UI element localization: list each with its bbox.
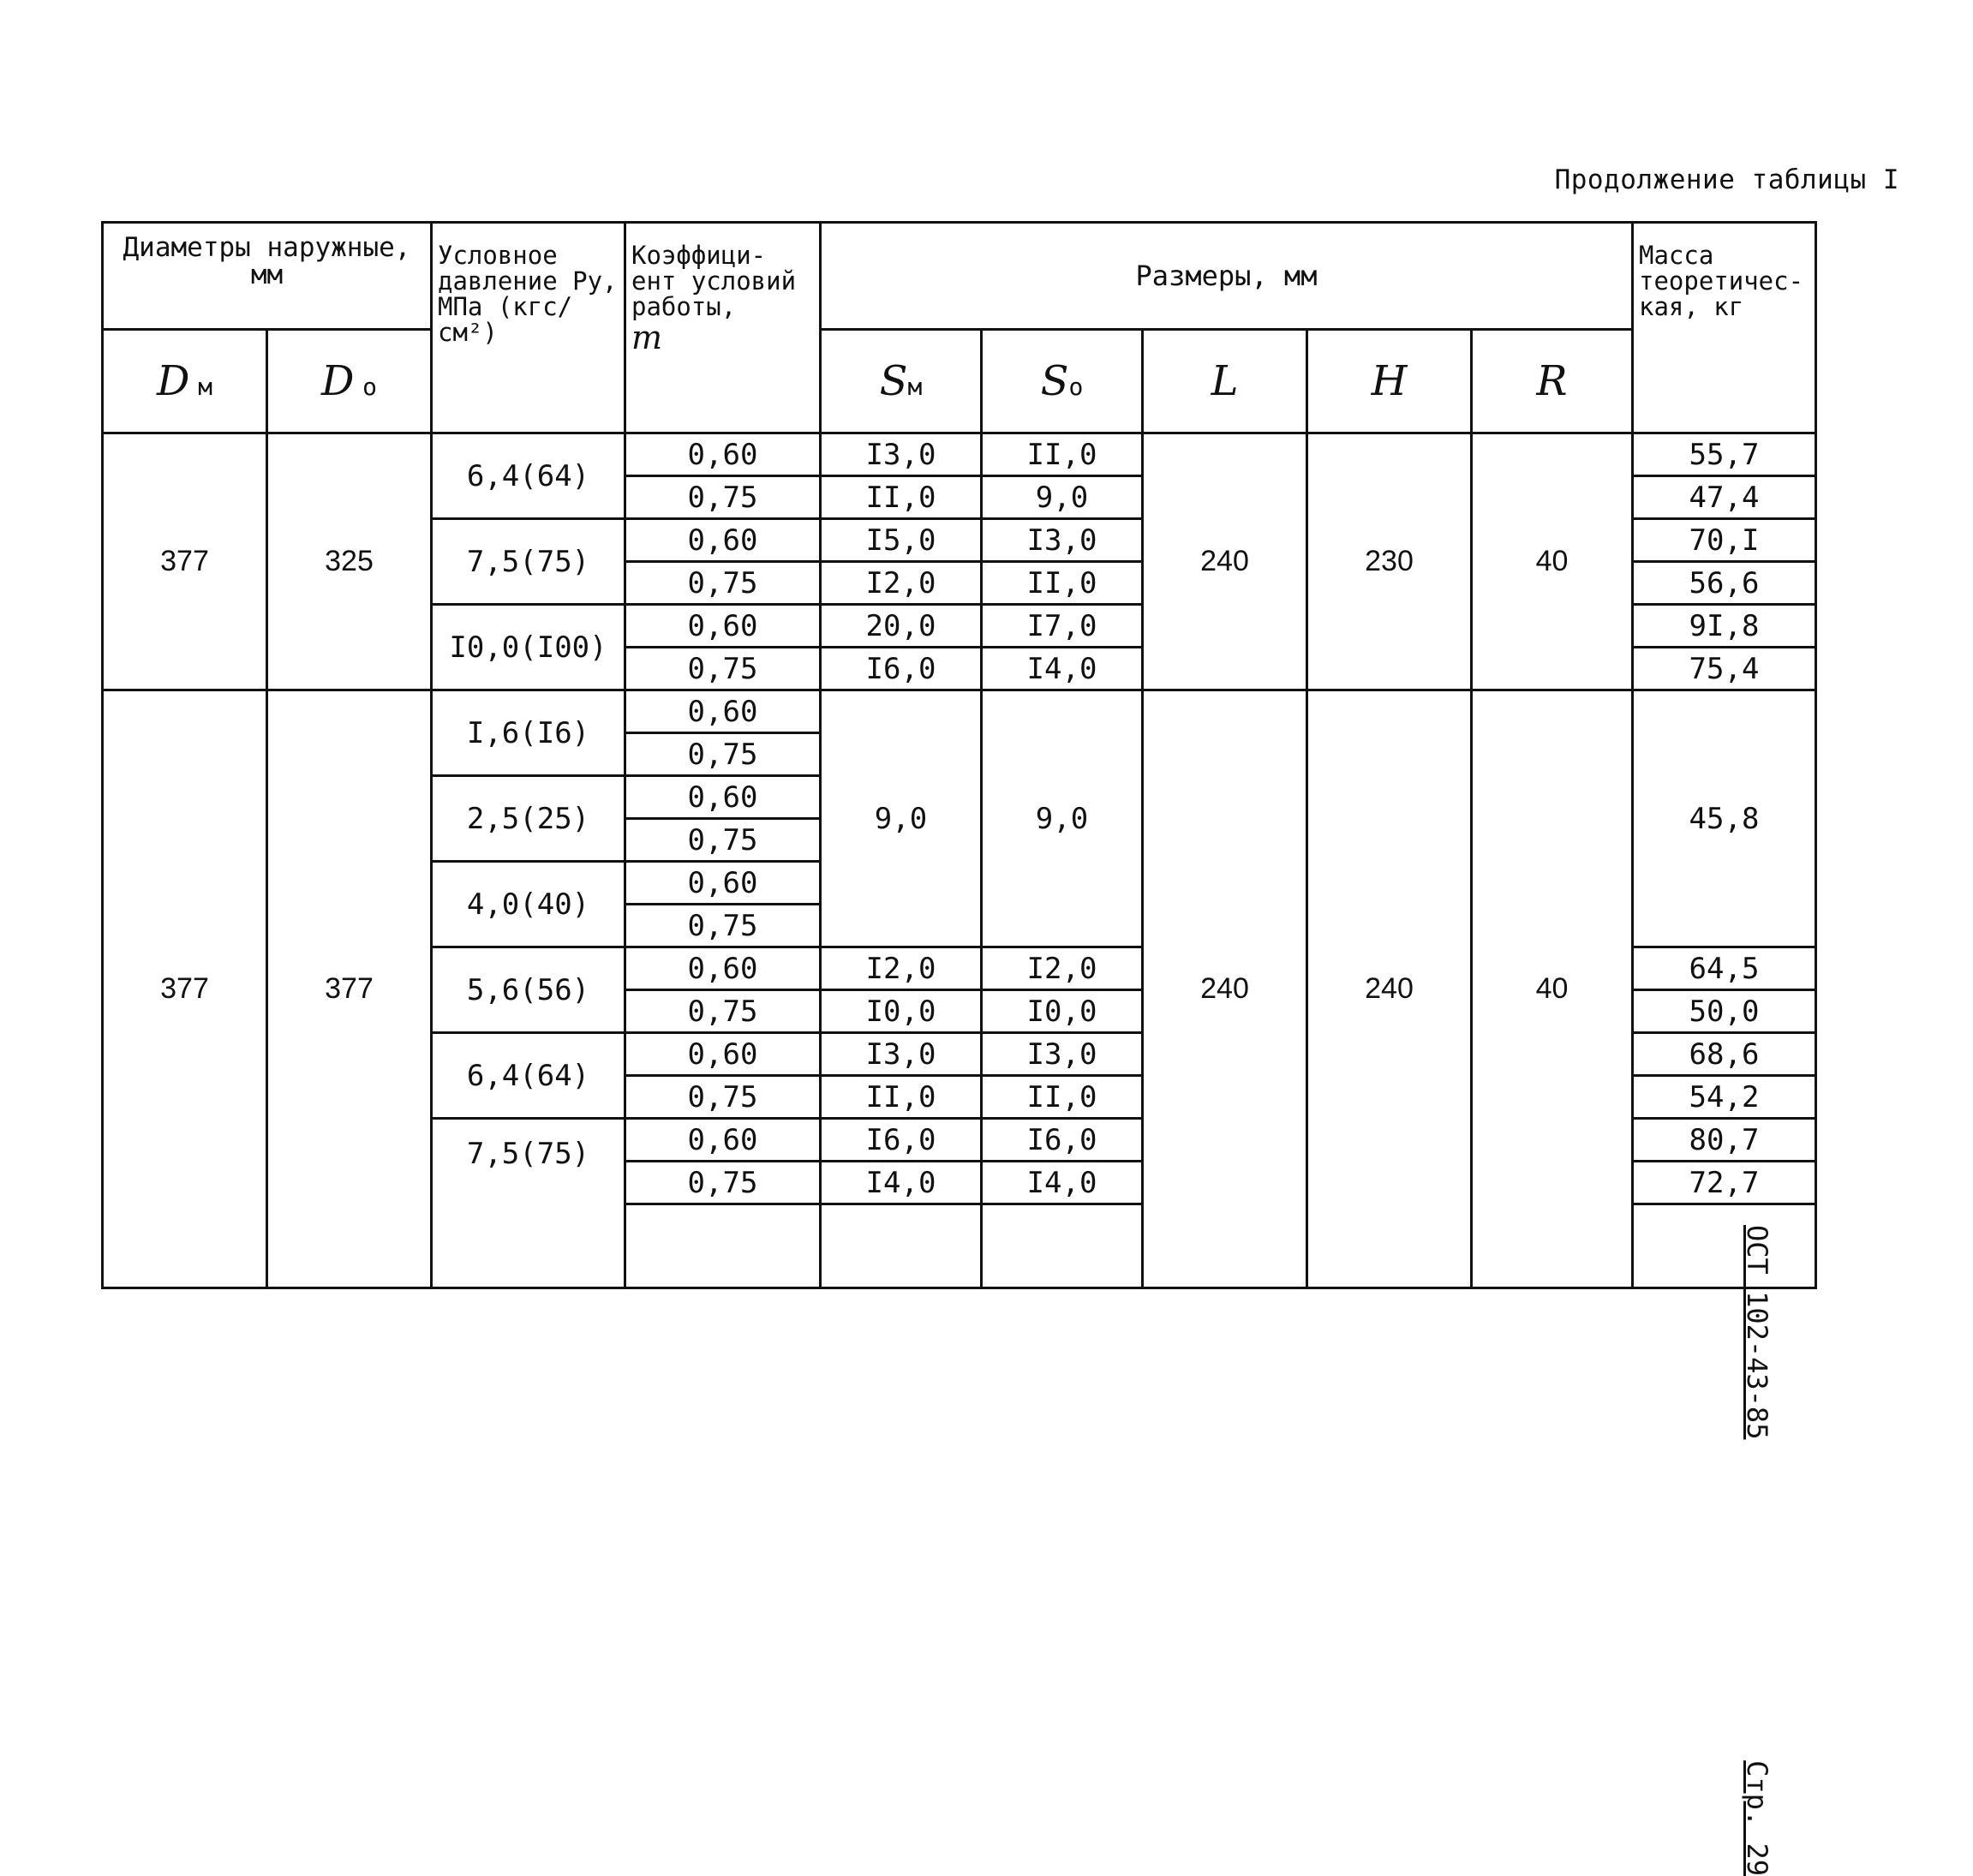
group1-l: 240 [1143, 433, 1307, 690]
so-cell: I4,0 [982, 1162, 1143, 1204]
empty-cell [625, 1204, 821, 1288]
coef-cell: 0,60 [625, 433, 821, 476]
mass-cell: 70,I [1633, 519, 1816, 562]
coef-cell: 0,60 [625, 519, 821, 562]
coef-cell: 0,75 [625, 905, 821, 947]
mass-cell: 56,6 [1633, 562, 1816, 605]
header-r: R [1472, 330, 1633, 433]
header-pressure: Условное давление Pу, МПа (кгс/см²) [432, 223, 625, 433]
empty-cell [982, 1204, 1143, 1288]
group2-dm: 377 [103, 690, 267, 1288]
empty-cell [821, 1204, 982, 1288]
empty-cell [1633, 1204, 1816, 1288]
coef-cell: 0,75 [625, 1076, 821, 1119]
header-coefficient-symbol: m [631, 319, 663, 356]
header-dm: D м [103, 330, 267, 433]
group1-r: 40 [1472, 433, 1633, 690]
coef-cell: 0,75 [625, 562, 821, 605]
table-row [103, 690, 1816, 733]
sm-cell: 20,0 [821, 605, 982, 648]
so-cell: I0,0 [982, 990, 1143, 1033]
header-so: Sо [982, 330, 1143, 433]
merged-so-cell: 9,0 [982, 690, 1143, 947]
coef-cell: 0,60 [625, 947, 821, 990]
coef-cell: 0,60 [625, 1119, 821, 1162]
group1-dm: 377 [103, 433, 267, 690]
side-page-number: Стр. 29 [1741, 1760, 1773, 1876]
mass-cell: 9I,8 [1633, 605, 1816, 648]
mass-cell: 54,2 [1633, 1076, 1816, 1119]
so-cell: I6,0 [982, 1119, 1143, 1162]
coef-cell: 0,75 [625, 819, 821, 862]
sm-cell: I3,0 [821, 1033, 982, 1076]
pressure-cell: 6,4(64) [432, 433, 625, 519]
sm-cell: I0,0 [821, 990, 982, 1033]
so-cell: I2,0 [982, 947, 1143, 990]
coef-cell: 0,75 [625, 990, 821, 1033]
coef-cell: 0,75 [625, 1162, 821, 1204]
mass-cell: 80,7 [1633, 1119, 1816, 1162]
dimensions-table [101, 221, 1817, 1289]
mass-cell: 68,6 [1633, 1033, 1816, 1076]
pressure-cell: 2,5(25) [432, 776, 625, 862]
sm-cell: I6,0 [821, 1119, 982, 1162]
pressure-cell: 4,0(40) [432, 862, 625, 947]
so-cell: II,0 [982, 562, 1143, 605]
coef-cell: 0,60 [625, 1033, 821, 1076]
mass-cell: 72,7 [1633, 1162, 1816, 1204]
sm-cell: I2,0 [821, 947, 982, 990]
sm-cell: I3,0 [821, 433, 982, 476]
pressure-cell: I,6(I6) [432, 690, 625, 776]
coef-cell: 0,60 [625, 690, 821, 733]
coef-cell: 0,75 [625, 648, 821, 690]
so-cell: II,0 [982, 1076, 1143, 1119]
continuation-title: Продолжение таблицы I [1554, 164, 1899, 195]
table-row [103, 433, 1816, 476]
group2-l: 240 [1143, 690, 1307, 1288]
mass-cell: 47,4 [1633, 476, 1816, 519]
group1-do: 325 [267, 433, 432, 690]
header-coefficient [625, 223, 821, 433]
header-mass: Масса теоретичес- кая, кг [1633, 223, 1816, 433]
pressure-cell: 7,5(75) [432, 519, 625, 605]
so-cell: I3,0 [982, 519, 1143, 562]
group2-r: 40 [1472, 690, 1633, 1288]
so-cell: 9,0 [982, 476, 1143, 519]
pressure-cell: 6,4(64) [432, 1033, 625, 1119]
sm-cell: II,0 [821, 1076, 982, 1119]
coef-cell: 0,60 [625, 605, 821, 648]
side-margin-text [1731, 1225, 1773, 1876]
mass-cell: 75,4 [1633, 648, 1816, 690]
sm-cell: I5,0 [821, 519, 982, 562]
header-do: D о [267, 330, 432, 433]
group1-h: 230 [1307, 433, 1472, 690]
sm-cell: I4,0 [821, 1162, 982, 1204]
header-h: H [1307, 330, 1472, 433]
pressure-cell: I0,0(I00) [432, 605, 625, 690]
sm-cell: II,0 [821, 476, 982, 519]
header-coefficient-label: Коэффици- ент условий работы, [631, 241, 797, 321]
so-cell: II,0 [982, 433, 1143, 476]
mass-cell: 50,0 [1633, 990, 1816, 1033]
so-cell: I3,0 [982, 1033, 1143, 1076]
group2-do: 377 [267, 690, 432, 1288]
mass-cell: 64,5 [1633, 947, 1816, 990]
pressure-cell: 7,5(75) [432, 1119, 625, 1288]
coef-cell: 0,60 [625, 862, 821, 905]
header-sizes: Размеры, мм [821, 223, 1633, 330]
coef-cell: 0,60 [625, 776, 821, 819]
so-cell: I7,0 [982, 605, 1143, 648]
merged-mass-cell: 45,8 [1633, 690, 1816, 947]
mass-cell: 55,7 [1633, 433, 1816, 476]
sm-cell: I6,0 [821, 648, 982, 690]
header-diameters: Диаметры наружные, мм [103, 223, 432, 330]
coef-cell: 0,75 [625, 733, 821, 776]
pressure-cell: 5,6(56) [432, 947, 625, 1033]
coef-cell: 0,75 [625, 476, 821, 519]
header-sm: Sм [821, 330, 982, 433]
group2-h: 240 [1307, 690, 1472, 1288]
header-l: L [1143, 330, 1307, 433]
merged-sm-cell: 9,0 [821, 690, 982, 947]
sm-cell: I2,0 [821, 562, 982, 605]
so-cell: I4,0 [982, 648, 1143, 690]
side-designation: ОСТ 102-43-85 [1741, 1225, 1773, 1440]
